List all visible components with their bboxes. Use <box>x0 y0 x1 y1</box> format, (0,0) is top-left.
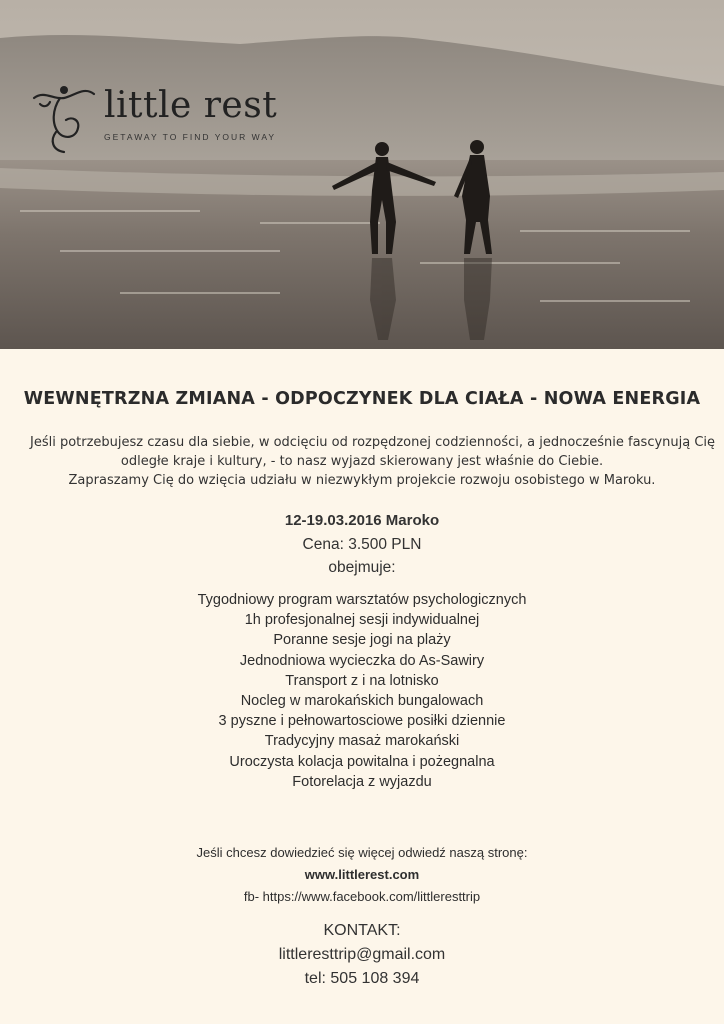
page-title: WEWNĘTRZNA ZMIANA - ODPOCZYNEK DLA CIAŁA - NOWA ENERGIA <box>23 389 701 409</box>
includes-list <box>0 590 724 792</box>
list-item: 3 pyszne i pełnowartosciowe posiłki dziennie <box>218 713 506 730</box>
list-item: Transport z i na lotnisko <box>285 672 439 689</box>
list-item: Uroczysta kolacja powitalna i pożegnalna <box>229 753 495 770</box>
list-item: Tradycyjny masaż marokański <box>264 733 460 750</box>
figure-swirl-logo-icon <box>30 76 98 154</box>
intro-line: Jeśli potrzebujesz czasu dla siebie, w odcięciu od rozpędzonej codzienności, a jednocześnie fascynują Cię <box>30 435 716 450</box>
intro-line: Zapraszamy Cię do wzięcia udziału w niezwykłym projekcie rozwoju osobistego w Maroku. <box>68 473 656 488</box>
trip-price: Cena: 3.500 PLN <box>302 536 422 553</box>
more-info-text: Jeśli chcesz dowiedzieć się więcej odwiedź naszą stronę: <box>196 845 528 860</box>
list-item: Fotorelacja z wyjazdu <box>292 773 432 790</box>
beach-silhouettes-photo <box>0 0 724 349</box>
includes-label: obejmuje: <box>328 559 396 576</box>
list-item: 1h profesjonalnej sesji indywidualnej <box>244 612 480 629</box>
contact-section <box>0 919 724 991</box>
intro-paragraph <box>30 433 716 490</box>
trip-details <box>0 509 724 579</box>
trip-date: 12-19.03.2016 Maroko <box>284 512 440 529</box>
facebook-link[interactable]: fb- https://www.facebook.com/littleresttrip <box>243 889 481 904</box>
hero-photo <box>0 0 724 349</box>
brand-tagline: GETAWAY TO FIND YOUR WAY <box>104 132 277 142</box>
list-item: Nocleg w marokańskich bungalowach <box>240 693 484 710</box>
intro-line: odległe kraje i kultury, - to nasz wyjazd skierowany jest właśnie do Ciebie. <box>120 454 604 469</box>
website-link[interactable]: www.littlerest.com <box>304 867 420 882</box>
list-item: Poranne sesje jogi na plaży <box>273 632 451 649</box>
contact-phone: tel: 505 108 394 <box>304 970 420 987</box>
contact-email[interactable]: littleresttrip@gmail.com <box>278 946 446 963</box>
contact-label: KONTAKT: <box>323 922 401 939</box>
brand-logo <box>30 74 278 160</box>
brand-name: little rest <box>104 85 278 126</box>
list-item: Jednodniowa wycieczka do As-Sawiry <box>239 652 485 669</box>
more-info <box>0 842 724 908</box>
list-item: Tygodniowy program warsztatów psychologicznych <box>197 592 527 608</box>
